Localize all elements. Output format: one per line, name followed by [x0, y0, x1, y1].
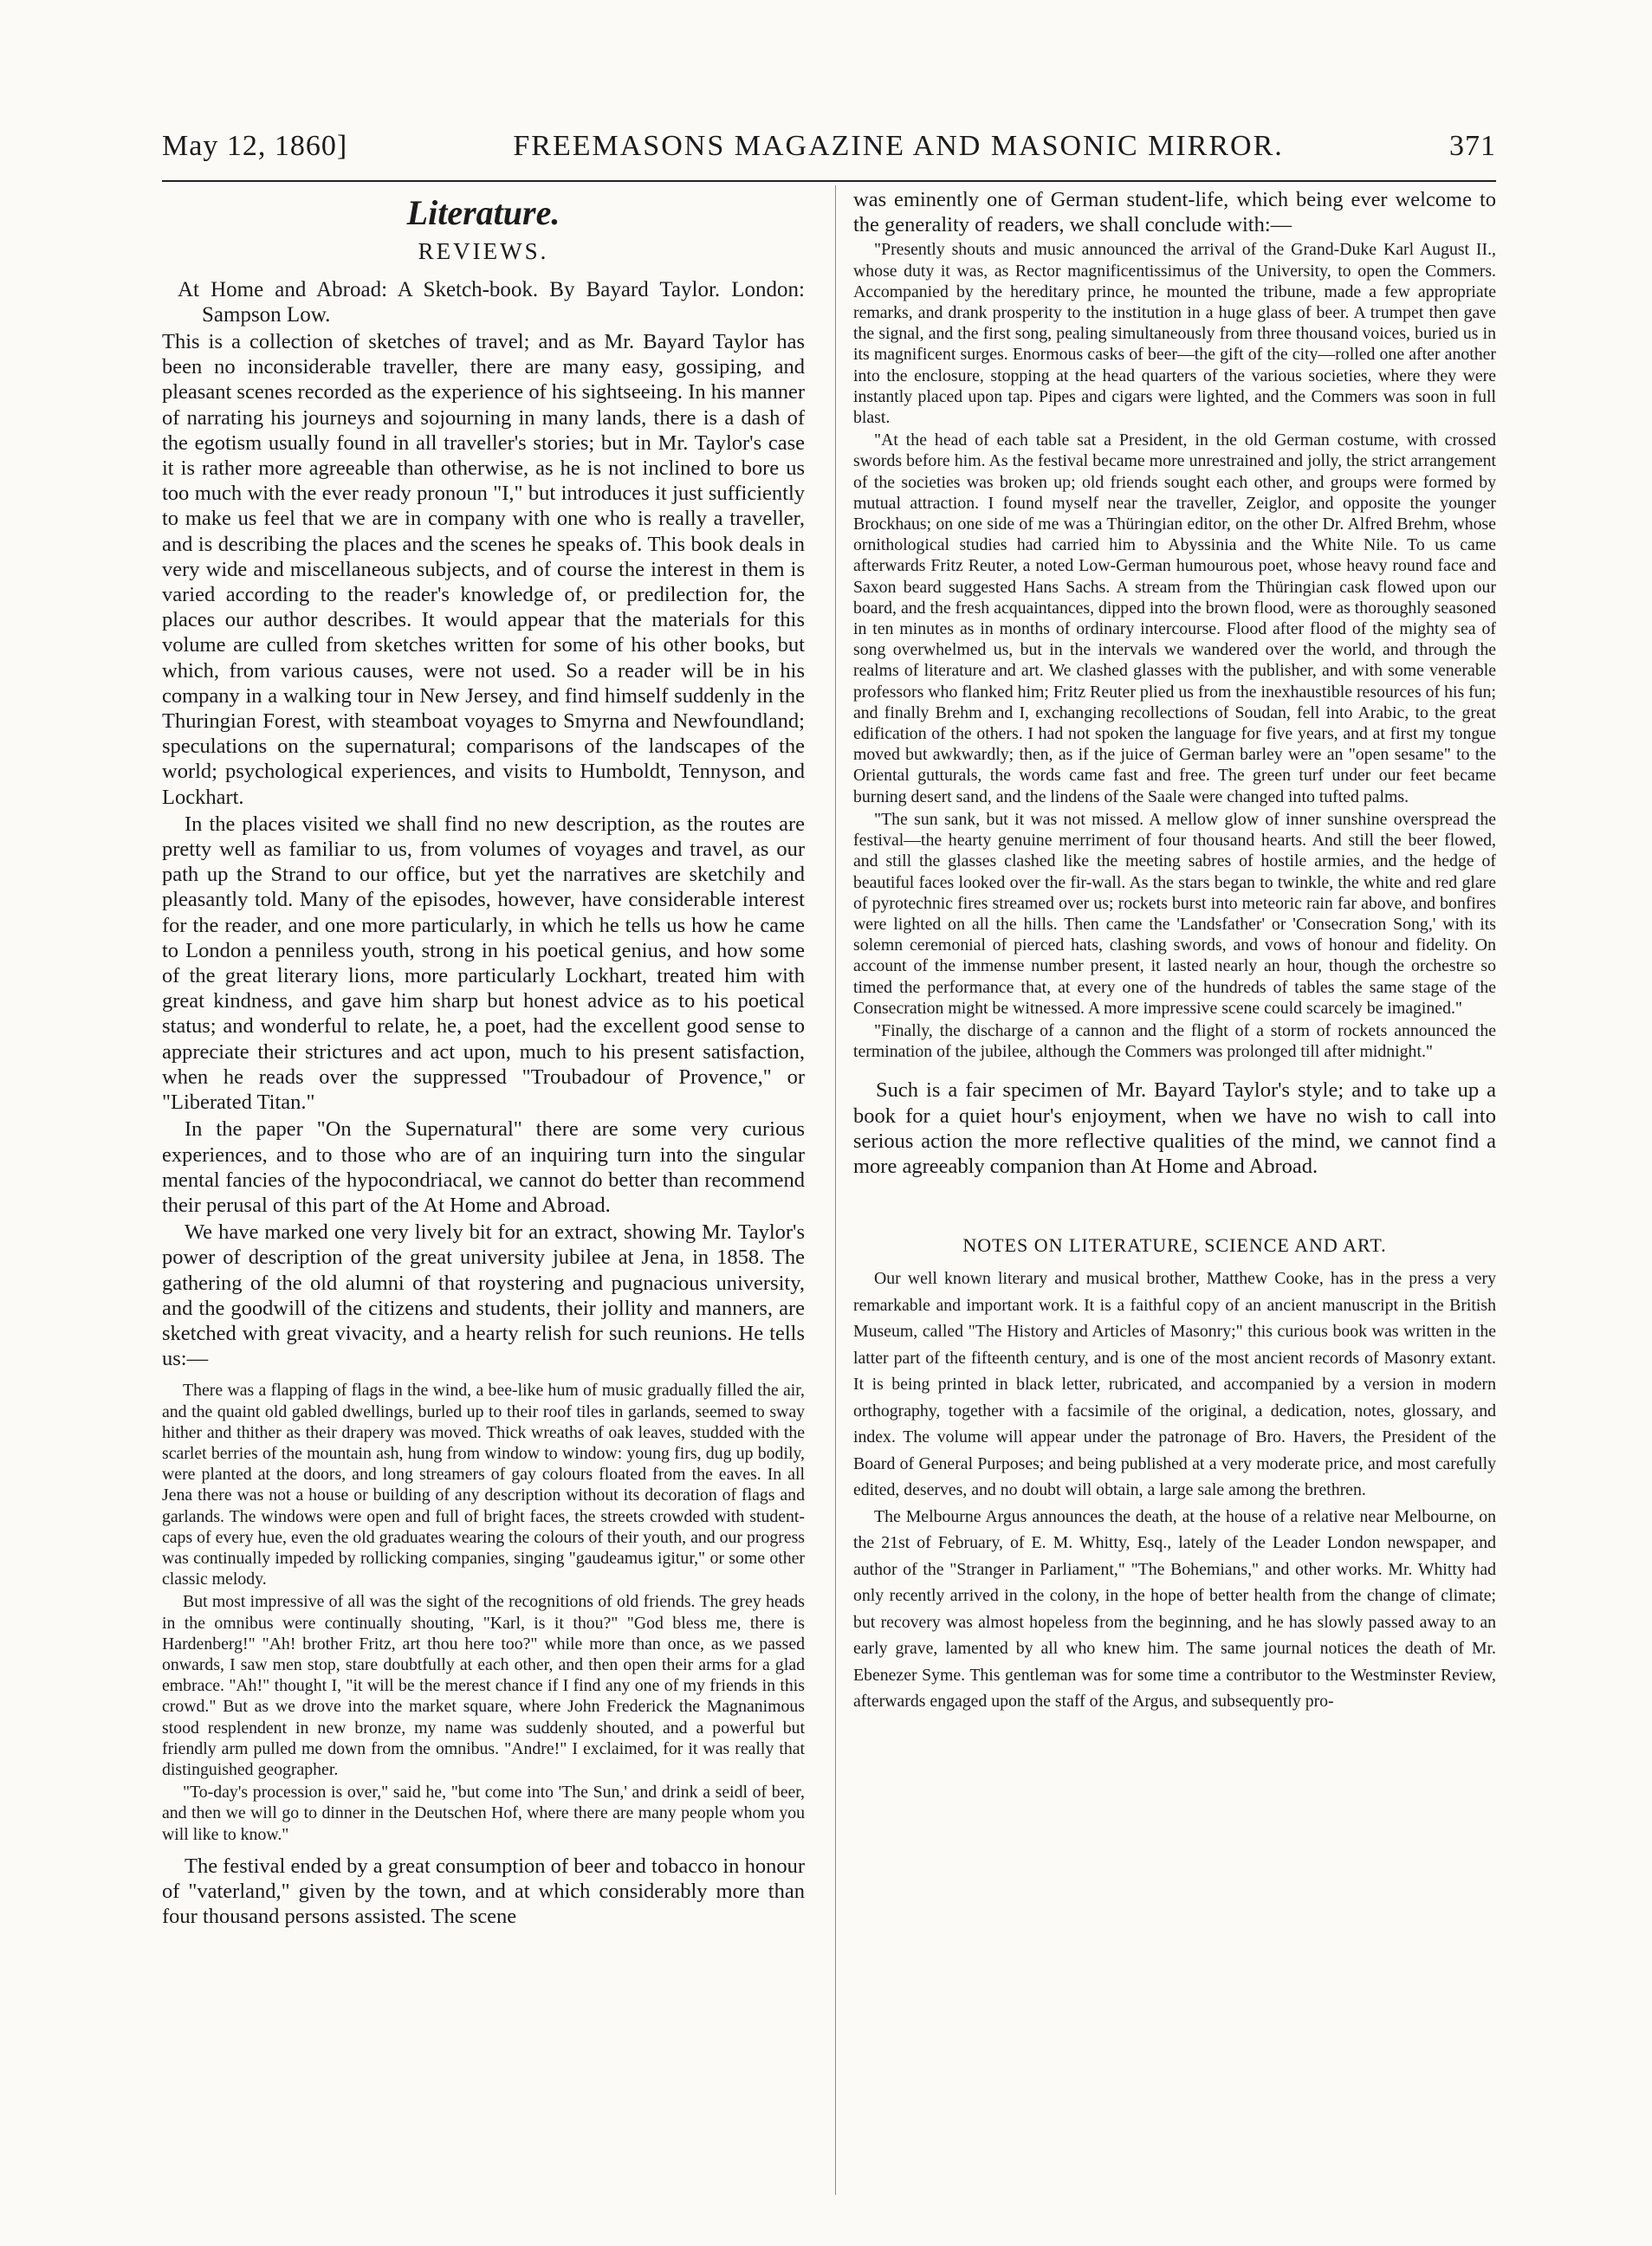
extract-paragraph: "To-day's procession is over," said he, "but come into 'The Sun,' and drink a seidl of beer, and then we will go to dinner in the Deutschen Hof, where there are many people whom you will like to know."	[162, 1783, 805, 1844]
reviews-subheading: REVIEWS.	[418, 238, 549, 264]
magazine-title: FREEMASONS MAGAZINE AND MASONIC MIRROR.	[513, 130, 1284, 162]
extract-paragraph: "The sun sank, but it was not missed. A mellow glow of inner sunshine overspread the festival—the hearty genuine merriment of four thousand hearts. And still the beer flowed, and still the glasses clashed like the meeting sabres of hostile armies, and the hedge of beautiful faces looked over the fir-wall. As the stars began to twinkle, the white and red glare of pyrotechnic fires streamed over us; rockets burst into meteoric rain far above, and bonfires were lighted on all the hills. Then came the 'Landsfather' or 'Consecration Song,' with its solemn ceremonial of pierced hats, clashing swords, and vows of honour and fidelity. On account of the immense number present, it lasted nearly an hour, though the orchestre so timed the performance that, at every one of the hundreds of tables the same stage of the Consecration might be witnessed. A more impressive scene could scarcely be imagined."	[853, 809, 1496, 1018]
review-paragraph: The festival ended by a great consumption of beer and tobacco in honour of "vaterland," given by the town, and at which considerably more than four thousand persons assisted. The scene	[162, 1854, 805, 1929]
extract-paragraph: "At the head of each table sat a President, in the old German costume, with crossed swords before him. As the festival became more unrestrained and jolly, the strict arrangement of the societies was broken up; old friends sought each other, and groups were formed by mutual attraction. I found myself near the traveller, Zeiglor, and opposite the younger Brockhaus; on one side of me was a Thüringian editor, on the other Dr. Alfred Brehm, whose ornithological studies had carried him to Abyssinia and the White Nile. To us came afterwards Fritz Reuter, a noted Low-German humourous poet, whose heavy round face and Saxon beard suggested Hans Sachs. A stream from the Thüringian cask flowed upon our board, and the fresh acquaintances, dipped into the brown flood, were as thoroughly seasoned in ten minutes as in months of ordinary intercourse. Flood after flood of the mighty sea of song overwhelmed us, but in the intervals we wandered over the world, and through the realms of literature and art. We clashed glasses with the publisher, and with some venerable professors who flanked him; Fritz Reuter plied us from the inexhaustible resources of his fun; and finally Brehm and I, exchanging recollections of Soudan, fell into Arabic, to the great edification of the others. I had not spoken the language for five years, and at first my tongue moved but awkwardly; then, as if the juice of German barley were an "open sesame" to the Oriental gutturals, the words came fast and free. The green turf under our feet became burning desert sand, and the lindens of the Saale were changed into tufted palms.	[853, 430, 1496, 806]
continued-paragraph: was eminently one of German student-life, which being ever welcome to the generality of readers, we shall conclude with:—	[853, 188, 1496, 237]
notes-paragraph: The Melbourne Argus announces the death, at the house of a relative near Melbourne, on the 21st of February, of E. M. Whitty, Esq., lately of the Leader London newspaper, and author of the "Stranger in Parliament," "The Bohemians," and other works. Mr. Whitty had only recently arrived in the colony, in the hope of better health from the change of climate; but recovery was almost hopeless from the beginning, and he has slowly passed away to an early grave, lamented by all who knew him. The same journal notices the death of Mr. Ebenezer Syme. This gentleman was for some time a contributor to the Westminster Review, afterwards engaged upon the staff of the Argus, and subsequently pro-	[853, 1506, 1496, 1712]
column-divider	[835, 185, 836, 2195]
right-column	[853, 185, 1496, 2238]
header-rule	[162, 180, 1496, 182]
extract-paragraph: "Presently shouts and music announced the arrival of the Grand-Duke Karl August II., whose duty it was, as Rector magnificentissimus of the University, to open the Commers. Accompanied by the hereditary prince, he mounted the tribune, made a few appropriate remarks, and drank prosperity to the institution in a huge glass of beer. A trumpet then gave the signal, and the first song, pealing simultaneously from three thousand voices, buried us in its magnificent surges. Enormous casks of beer—the gift of the city—rolled one after another into the enclosure, stopping at the head quarters of the various societies, where they were instantly placed upon tap. Pipes and cigars were lighted, and the Commers was soon in full blast.	[853, 240, 1496, 428]
book-entry: At Home and Abroad: A Sketch-book. By Bayard Taylor. London: Sampson Low.	[178, 278, 805, 327]
issue-date: May 12, 1860]	[162, 130, 348, 162]
running-header	[162, 130, 1496, 175]
extract-paragraph: But most impressive of all was the sight of the recognitions of old friends. The grey heads in the omnibus were continually shouting, "Karl, is it thou?" "God bless me, there is Hardenberg!" "Ah! brother Fritz, art thou here too?" while more than once, as we passed onwards, I saw men stop, stare doubtfully at each other, and then open their arms for a glad embrace. "Ah!" thought I, "it will be the merest chance if I find any one of my friends in this crowd." But as we drove into the market square, where John Frederick the Magnanimous stood resplendent in new bronze, my name was suddenly shouted, and a powerful but friendly arm pulled me down from the omnibus. "Andre!" I exclaimed, for it was really that distinguished geographer.	[162, 1592, 805, 1779]
extract-paragraph: "Finally, the discharge of a cannon and the flight of a storm of rockets announced the termination of the jubilee, although the Commers was prolonged till after midnight."	[853, 1020, 1496, 1062]
review-paragraph: We have marked one very lively bit for an extract, showing Mr. Taylor's power of description of the great university jubilee at Jena, in 1858. The gathering of the old alumni of that roystering and pugnacious university, and the goodwill of the citizens and students, their jollity and manners, are sketched with great vivacity, and a hearty relish for such reunions. He tells us:—	[162, 1220, 805, 1371]
page-number: 371	[1449, 130, 1496, 162]
notes-paragraph: Our well known literary and musical brother, Matthew Cooke, has in the press a very remarkable and important work. It is a faithful copy of an ancient manuscript in the British Museum, called "The History and Articles of Masonry;" this curious book was written in the latter part of the fifteenth century, and is one of the most ancient records of Masonry extant. It is being printed in black letter, rubricated, and accompanied by a version in modern orthography, together with a facsimile of the original, a dedication, notes, glossary, and index. The volume will appear under the patronage of Bro. Havers, the President of the Board of General Purposes; and being published at a very moderate price, and most carefully edited, deserves, and no doubt will obtain, a large sale among the brethren.	[853, 1269, 1496, 1500]
left-column	[162, 185, 805, 2238]
review-conclusion: Such is a fair specimen of Mr. Bayard Taylor's style; and to take up a book for a quiet hour's enjoyment, when we have no wish to call into serious action the more reflective qualities of the mind, we cannot find a more agreeably companion than At Home and Abroad.	[853, 1078, 1496, 1178]
review-paragraph: In the paper "On the Supernatural" there are some very curious experiences, and to those who are of an inquiring turn into the singular mental fancies of the hypocondriacal, we cannot do better than recommend their perusal of this part of the At Home and Abroad.	[162, 1117, 805, 1217]
review-paragraph: This is a collection of sketches of travel; and as Mr. Bayard Taylor has been no inconsiderable traveller, there are many easy, gossiping, and pleasant scenes recorded as the experience of his sightseeing. In his manner of narrating his journeys and sojourning in many lands, there is a dash of the egotism usually found in all traveller's stories; but in Mr. Taylor's case it is rather more agreeable than otherwise, as he is not inclined to bore us too much with the ever ready pronoun "I," but introduces it just sufficiently to make us feel that we are in company with one who is really a traveller, and is describing the places and the scenes he speaks of. This book deals in very wide and miscellaneous subjects, and of course the interest in them is varied according to the reader's knowledge of, or predilection for, the places our author describes. It would appear that the materials for this volume are culled from sketches written for some of his other books, but which, from various causes, were not used. So a reader will be in his company in a walking tour in New Jersey, and find himself suddenly in the Thuringian Forest, with steamboat voyages to Smyrna and Newfoundland; speculations on the supernatural; comparisons of the landscapes of the world; psychological experiences, and visits to Humboldt, Tennyson, and Lockhart.	[162, 330, 805, 809]
extract-paragraph: There was a flapping of flags in the wind, a bee-like hum of music gradually filled the air, and the quaint old gabled dwellings, burled up to their roof tiles in garlands, seemed to sway hither and thither as their drapery was moved. Thick wreaths of oak leaves, studded with the scarlet berries of the mountain ash, hung from window to window: young firs, dug up bodily, were planted at the doors, and long streamers of gay colours floated from the eaves. In all Jena there was not a house or building of any description without its decoration of flags and garlands. The windows were open and full of bright faces, the streets crowded with student-caps of every hue, even the old graduates wearing the colours of their youth, and our progress was continually impeded by rollicking companies, singing "gaudeamus igitur," or some other classic melody.	[162, 1381, 805, 1589]
notes-heading: NOTES ON LITERATURE, SCIENCE AND ART.	[962, 1234, 1387, 1257]
review-paragraph: In the places visited we shall find no new description, as the routes are pretty well as familiar to us, from volumes of voyages and travel, as our path up the Strand to our office, but yet the narratives are sketchily and pleasantly told. Many of the episodes, however, have considerable interest for the reader, and one more particularly, in which he tells us how he came to London a penniless youth, strong in his poetical genius, and how some of the great literary lions, more particularly Lockhart, treated him with great kindness, and gave him sharp but honest advice as to his poetical status; and wonderful to relate, he, a poet, had the excellent good sense to appreciate their strictures and act upon, much to his present satisfaction, when he reads over the suppressed "Troubadour of Provence," or "Liberated Titan."	[162, 812, 805, 1115]
section-heading: Literature.	[406, 193, 560, 232]
